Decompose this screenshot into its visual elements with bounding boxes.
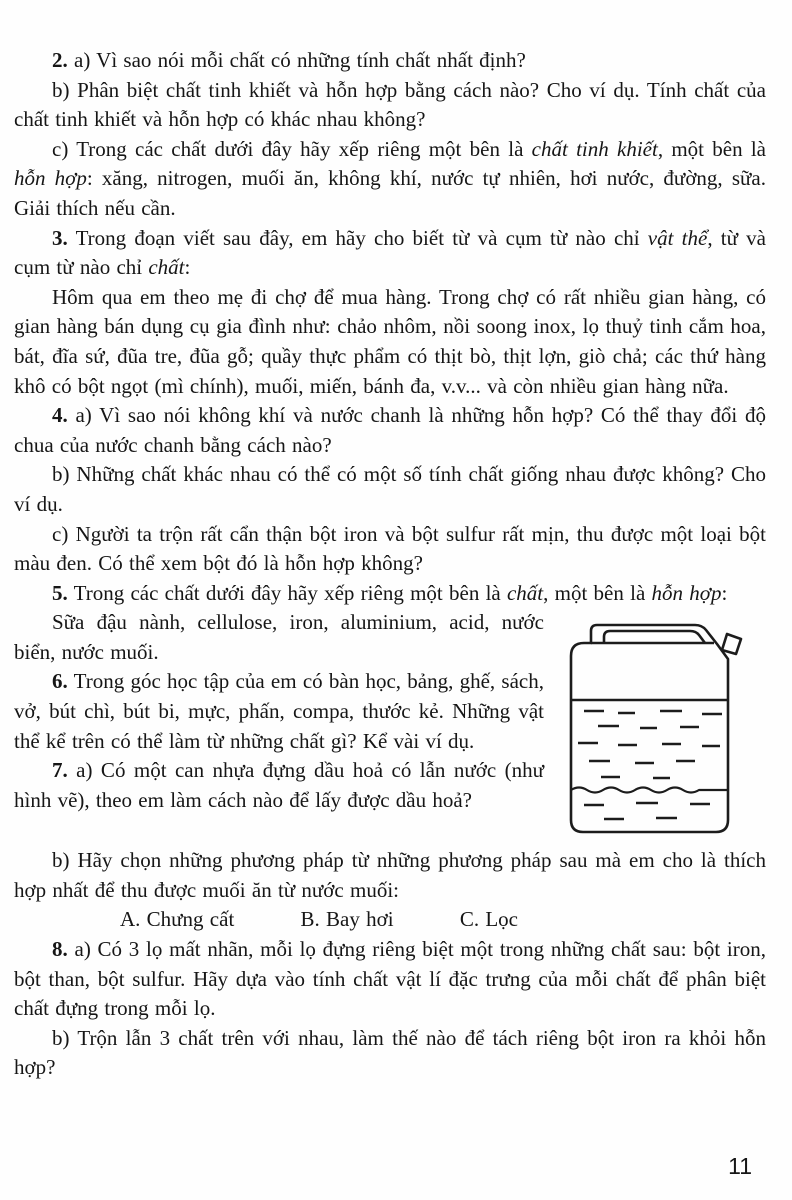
text-segment: 7.	[52, 758, 68, 783]
question-4c	[14, 520, 766, 579]
text-segment: , một bên là	[543, 580, 652, 605]
option-c-loc: C. Lọc	[459, 907, 518, 932]
kerosene-can-drawing	[556, 610, 746, 838]
text-segment: :	[184, 255, 191, 280]
text-segment: chất	[148, 255, 185, 280]
text-segment: , từ và cụm từ nào chỉ	[14, 225, 766, 280]
text-segment: a) Vì sao nói không khí và nước chanh là những hỗn hợp? Có thể thay đổi độ chua của nước chanh bằng cách nào?	[14, 403, 766, 457]
text-segment: Trong các chất dưới đây hãy xếp riêng một bên là	[67, 580, 507, 605]
question-5	[14, 579, 766, 609]
kerosene-dashes	[578, 711, 722, 778]
question-4b	[14, 460, 766, 519]
text-segment: c) Người ta trộn rất cẩn thận bột iron và bột sulfur rất mịn, thu được một loại bột màu đen. Có thể xem bột đó là hỗn hợp không?	[14, 521, 766, 576]
text-segment: : xăng, nitrogen, muối ăn, không khí, nước tự nhiên, hơi nước, đường, sữa. Giải thích nếu cần.	[14, 166, 766, 220]
text-segment: vật thể	[647, 225, 708, 250]
question-3	[14, 224, 766, 283]
text-segment: chất	[506, 580, 544, 605]
can-spout-cap	[722, 634, 741, 654]
water-dashes	[584, 803, 710, 819]
text-segment: c) Trong các chất dưới đây hãy xếp riêng một bên là	[52, 136, 532, 161]
question-8a	[14, 935, 766, 1024]
text-segment: b) Phân biệt chất tinh khiết và hỗn hợp bằng cách nào? Cho ví dụ. Tính chất của chất tinh khiết và hỗn hợp có khác nhau không?	[14, 77, 766, 132]
text-segment: 6.	[52, 669, 68, 694]
text-segment: 4.	[52, 403, 68, 428]
option-b-bay-hoi: B. Bay hơi	[300, 907, 394, 932]
text-segment: Trong đoạn viết sau đây, em hãy cho biết từ và cụm từ nào chỉ	[67, 225, 648, 250]
question-4a	[14, 401, 766, 460]
text-segment: :	[721, 580, 728, 605]
text-segment: 8.	[52, 937, 68, 962]
question-2c	[14, 135, 766, 224]
answer-options-row	[14, 905, 766, 935]
text-segment: Sữa đậu nành, cellulose, iron, aluminium, acid, nước biển, nước muối.	[14, 610, 544, 664]
text-segment: chất tinh khiết	[531, 136, 658, 161]
text-segment: 2.	[52, 48, 68, 72]
option-a-chung-cat: A. Chưng cất	[120, 907, 235, 932]
text-segment: b) Những chất khác nhau có thể có một số tính chất giống nhau được không? Cho ví dụ.	[14, 462, 766, 516]
text-segment: 3.	[52, 225, 68, 250]
text-segment: a) Vì sao nói mỗi chất có những tính chất nhất định?	[67, 48, 526, 72]
question-7b	[14, 846, 766, 905]
question-3-passage	[14, 283, 766, 401]
text-segment: , một bên là	[657, 136, 766, 161]
question-8b	[14, 1024, 766, 1083]
can-handle-slot	[604, 631, 705, 643]
text-segment: hỗn hợp	[651, 580, 722, 605]
text-segment: a) Có 3 lọ mất nhãn, mỗi lọ đựng riêng biệt một trong những chất sau: bột iron, bột than, bột sulfur. Hãy dựa vào tính chất vật lí đặc trưng của mỗi chất để phân biệt chất đựng trong mỗi lọ.	[14, 937, 766, 1021]
text-segment: b) Hãy chọn những phương pháp từ những phương pháp sau mà em cho là thích hợp nhất để thu được muối ăn từ nước muối:	[14, 848, 766, 902]
text-segment: Hôm qua em theo mẹ đi chợ để mua hàng. Trong chợ có rất nhiều gian hàng, có gian hàng bán dụng cụ gia đình như: chảo nhôm, nồi soong inox, lọ thuỷ tinh cắm hoa, bát, đĩa sứ, đũa tre, đũa gỗ; quầy thực phẩm có thịt bò, thịt lợn, giò chả; các thứ hàng khô có bột ngọt (mì chính), muối, miến, bánh đa, v.v... và còn nhiều gian hàng nữa.	[14, 284, 766, 398]
kerosene-can-figure	[556, 610, 746, 838]
text-segment: b) Trộn lẫn 3 chất trên với nhau, làm thế nào để tách riêng bột iron ra khỏi hỗn hợp?	[14, 1025, 766, 1080]
water-boundary-wave	[571, 788, 728, 793]
question-2b	[14, 76, 766, 135]
question-2a	[14, 46, 766, 76]
page-number: 11	[728, 1153, 752, 1179]
text-segment: hỗn hợp	[14, 166, 87, 191]
text-segment: 5.	[52, 580, 68, 605]
text-segment: Trong góc học tập của em có bàn học, bảng, ghế, sách, vở, bút chì, bút bi, mực, phấn, compa, thước kẻ. Những vật thể kể trên có thể làm từ những chất gì? Kể vài ví dụ.	[14, 669, 544, 753]
text-segment: a) Có một can nhựa đựng dầu hoả có lẫn nước (như hình vẽ), theo em làm cách nào để lấy được dầu hoả?	[14, 758, 544, 812]
